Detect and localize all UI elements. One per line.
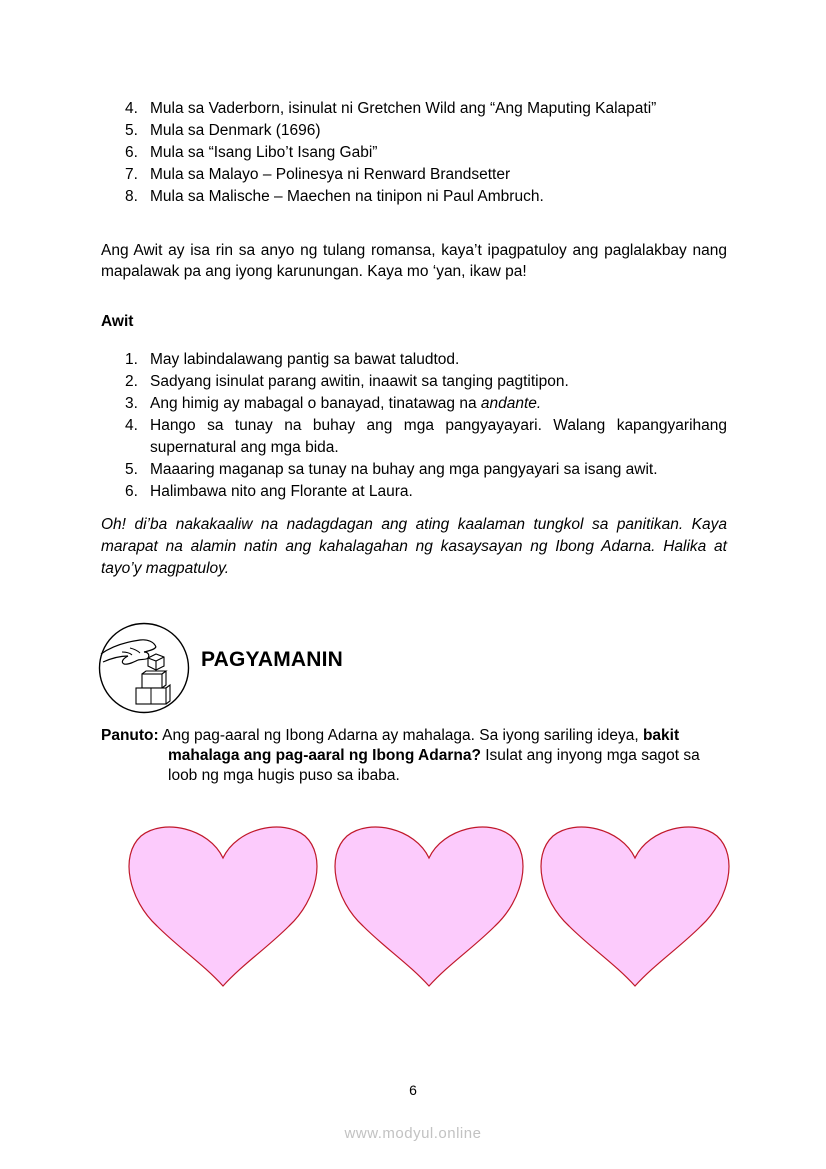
list-item: 4. Mula sa Vaderborn, isinulat ni Gretchen Wild ang “Ang Maputing Kalapati” <box>125 100 657 117</box>
intro-paragraph: Ang Awit ay isa rin sa anyo ng tulang romansa, kaya’t ipagpatuloy ang paglalakbay nang mapalawak pa ang iyong karunungan. Kaya mo ‘yan, ikaw pa! <box>101 242 727 280</box>
list-item: 3. Ang himig ay mabagal o banayad, tinatawag na andante. <box>125 395 542 412</box>
list-item: 5. Mula sa Denmark (1696) <box>125 122 321 139</box>
origin-list <box>101 98 727 208</box>
list-item: 8. Mula sa Malische – Maechen na tinipon ni Paul Ambruch. <box>125 188 544 205</box>
list-item: 6. Halimbawa nito ang Florante at Laura. <box>125 483 413 500</box>
awit-list <box>101 349 727 503</box>
instructions: Panuto: Ang pag-aaral ng Ibong Adarna ay mahalaga. Sa iyong sariling ideya, bakit mahalaga ang pag-aaral ng Ibong Adarna? Isulat ang inyong mga sagot sa loob ng mga hugis puso sa ibaba. <box>101 727 700 784</box>
page-number: 6 <box>409 1082 417 1098</box>
list-item: 1. May labindalawang pantig sa bawat taludtod. <box>125 351 460 368</box>
heart-answer-area <box>126 822 736 990</box>
awit-heading: Awit <box>101 313 134 330</box>
list-item: 4. Hango sa tunay na buhay ang mga pangyayayari. Walang kapangyarihang supernatural ang mga bida. <box>125 417 727 456</box>
list-item: 7. Mula sa Malayo – Polinesya ni Renward Brandsetter <box>125 166 511 183</box>
instructions-label: Panuto: <box>101 727 159 744</box>
heart-answer-shape <box>541 827 729 986</box>
hand-stacking-blocks-icon <box>98 622 190 714</box>
section-title: PAGYAMANIN <box>201 648 344 671</box>
list-item: 6. Mula sa “Isang Libo’t Isang Gabi” <box>125 144 378 161</box>
list-item: 2. Sadyang isinulat parang awitin, inaawit sa tanging pagtitipon. <box>125 373 569 390</box>
list-item: 5. Maaaring maganap sa tunay na buhay ang mga pangyayari sa isang awit. <box>125 461 658 478</box>
closing-paragraph: Oh! di’ba nakakaaliw na nadagdagan ang ating kaalaman tungkol sa panitikan. Kaya marapat na alamin natin ang kahalagahan ng kasaysayan ng Ibong Adarna. Halika at tayo’y magpatuloy. <box>101 516 727 577</box>
watermark: www.modyul.online <box>344 1125 482 1142</box>
heart-answer-shape <box>129 827 317 986</box>
heart-answer-shape <box>335 827 523 986</box>
